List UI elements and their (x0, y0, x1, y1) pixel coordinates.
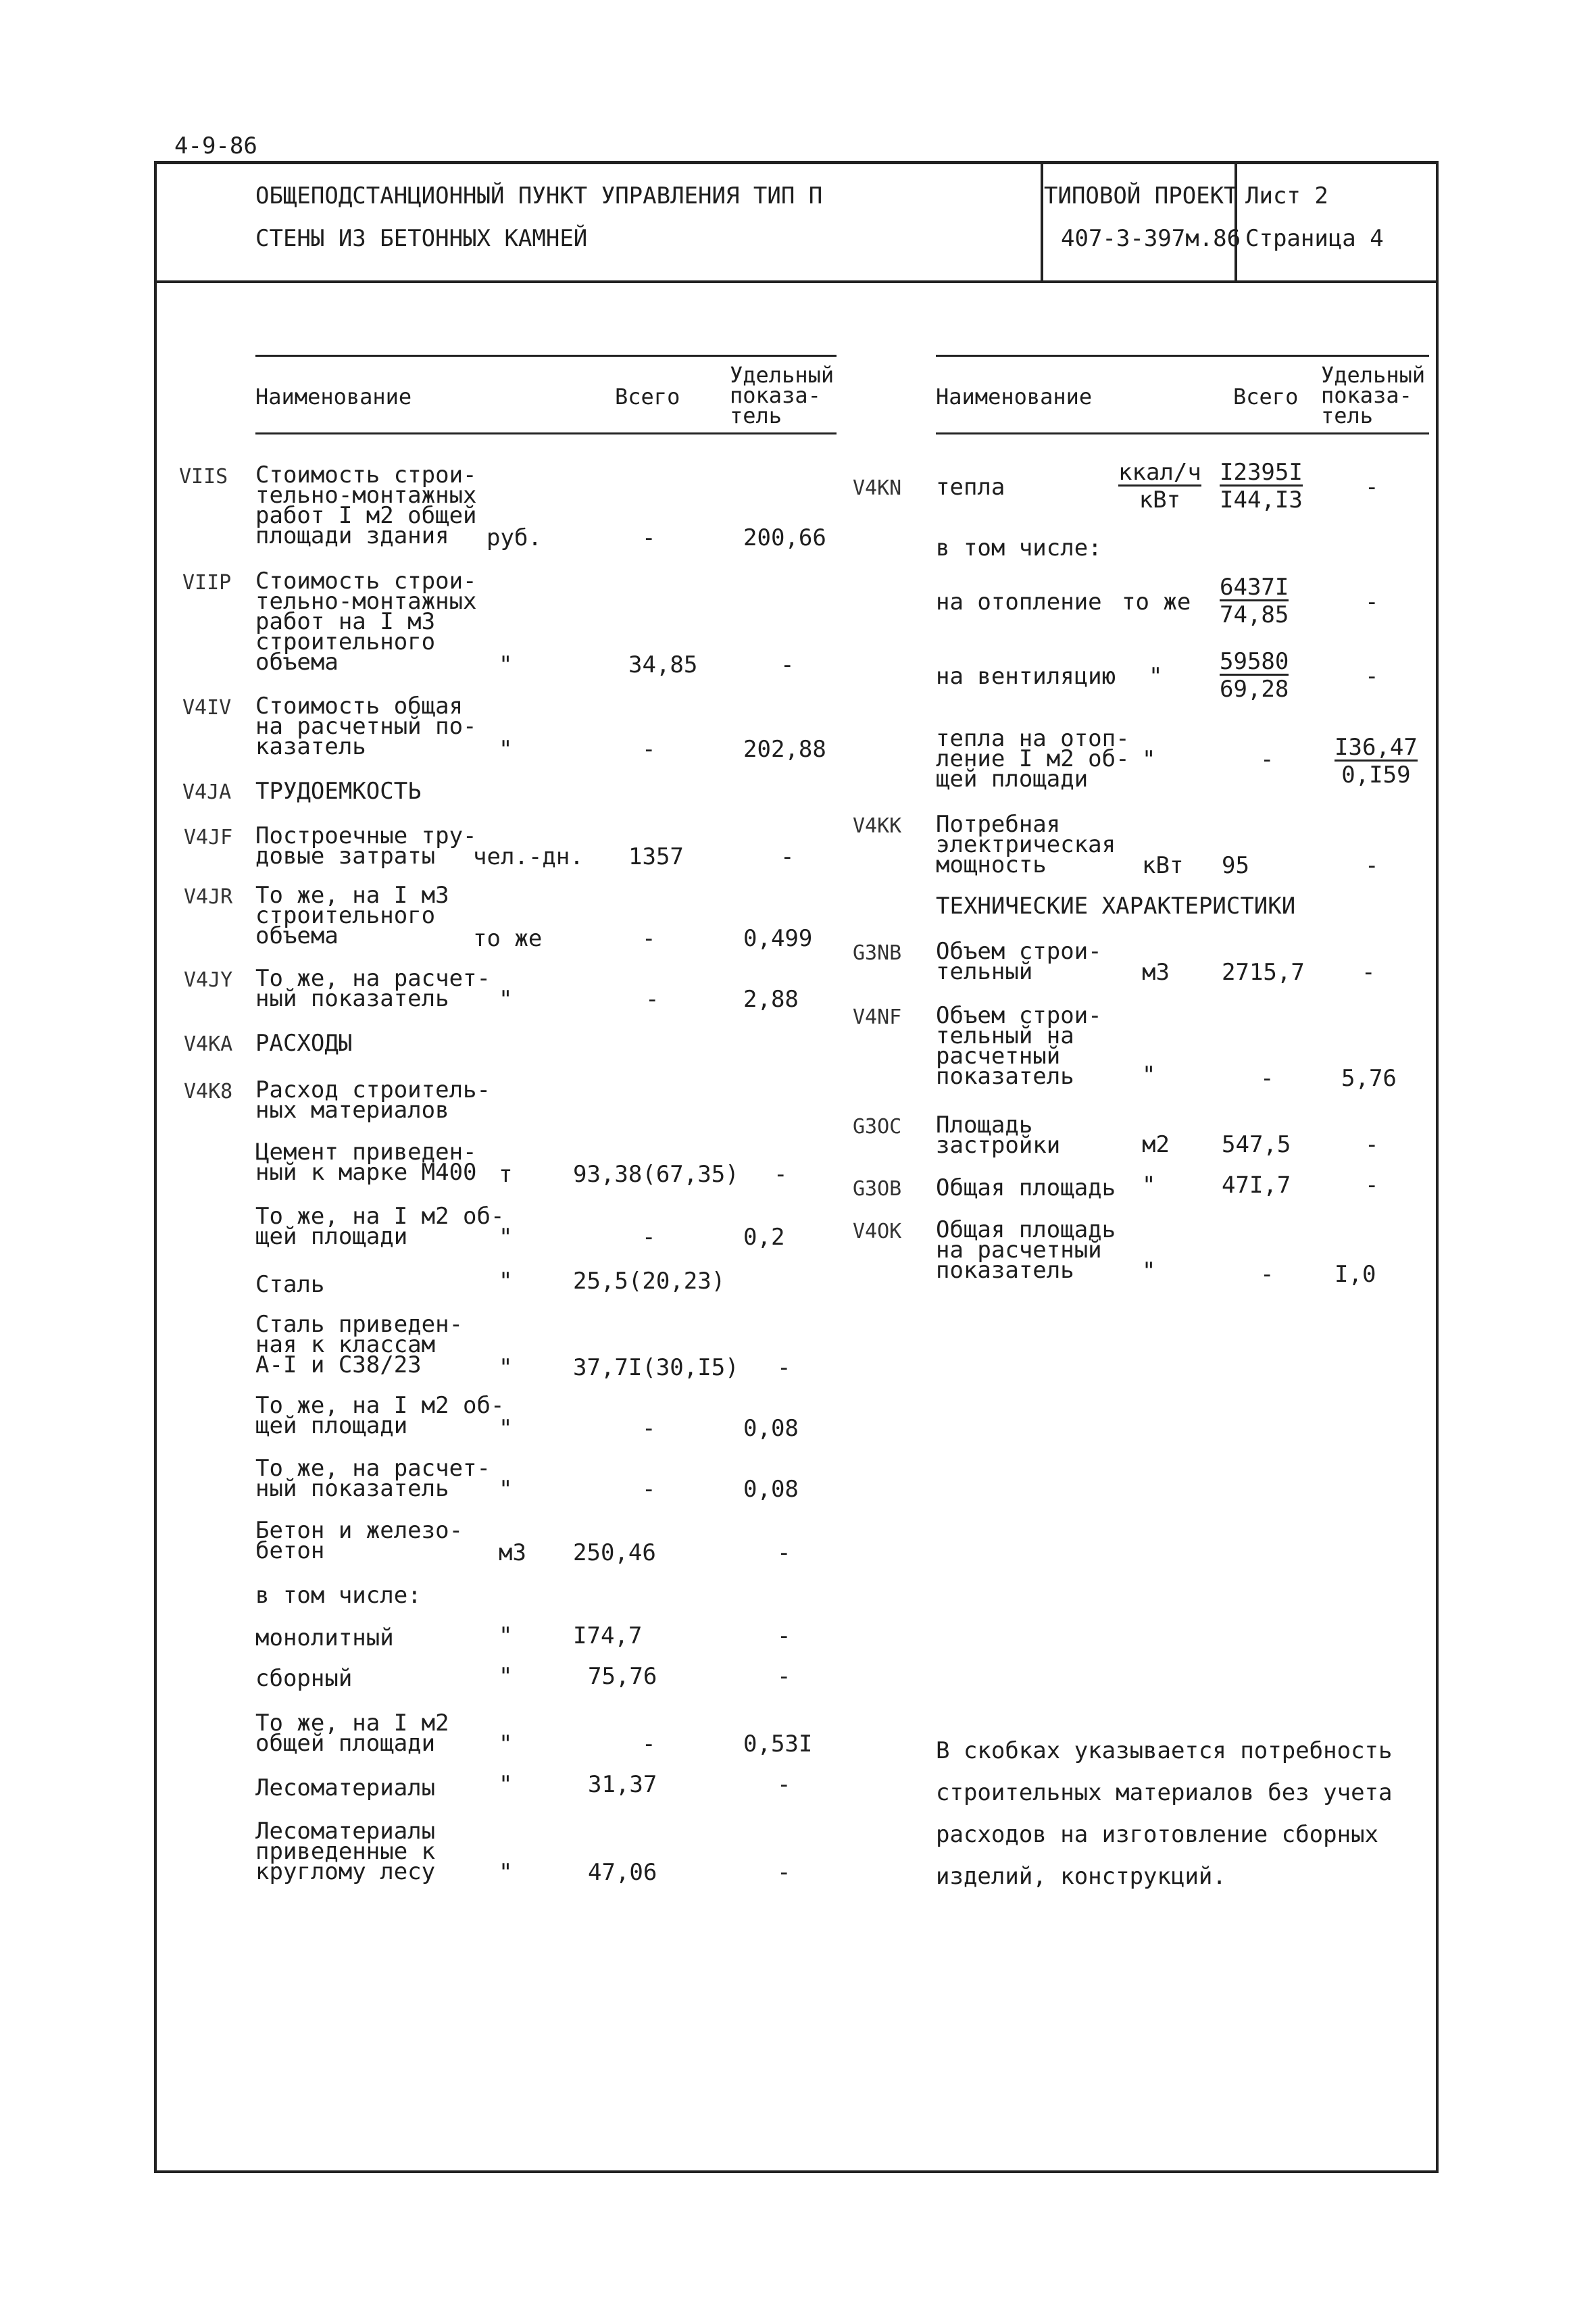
row-total: 547,5 (1222, 1131, 1291, 1158)
total-numerator: 6437I (1220, 574, 1289, 601)
row-code: V4NF (853, 1005, 902, 1029)
row-total: 250,46 (573, 1539, 656, 1566)
row-total: - (642, 524, 656, 551)
row-specific: - (1365, 589, 1379, 616)
row-unit: т (499, 1161, 513, 1188)
row-name: Построечные тру- довые затраты (255, 822, 477, 870)
row-name: Площадь застройки (936, 1112, 1061, 1159)
specific-numerator: I36,47 (1335, 734, 1418, 761)
row-name: То же, на I м2 об- щей площади (255, 1392, 505, 1439)
row-total: 25,5(20,23) (573, 1268, 726, 1295)
row-total: 47,06 (588, 1859, 657, 1886)
row-name: Цемент приведен- ный к марке М400 (255, 1139, 477, 1186)
row-unit: " (499, 1415, 513, 1442)
row-specific: 0,499 (743, 925, 813, 952)
row-unit: " (499, 1476, 513, 1503)
row-specific: - (780, 843, 795, 870)
row-unit: " (1142, 1172, 1156, 1199)
row-specific: 5,76 (1341, 1065, 1397, 1092)
row-unit: " (1142, 1062, 1156, 1089)
left-header-name: Наименование (255, 384, 412, 409)
row-specific: 0,08 (743, 1476, 799, 1503)
row-unit: " (1142, 746, 1156, 773)
row-name: в том числе: (255, 1582, 422, 1609)
row-name: То же, на расчет- ный показатель (255, 965, 491, 1012)
row-code: V4K8 (184, 1080, 233, 1103)
row-specific: - (1365, 663, 1379, 690)
title-block-divider-2 (1235, 162, 1237, 282)
row-total: 31,37 (588, 1771, 657, 1798)
row-name: Объем строи- тельный (936, 938, 1102, 985)
total-denominator: 74,85 (1220, 601, 1289, 628)
sheet-number: Лист 2 (1245, 182, 1328, 209)
row-unit: м3 (1142, 959, 1170, 986)
left-table-header-rule (255, 432, 837, 434)
total-denominator: 69,28 (1220, 676, 1289, 703)
row-specific: - (1365, 1131, 1379, 1158)
row-name: Сталь приведен- ная к классам А-I и С38/23 (255, 1311, 464, 1378)
row-total: - (645, 986, 659, 1013)
row-specific: 202,88 (743, 736, 826, 763)
row-unit-fraction (1118, 459, 1201, 514)
row-name: Объем строи- тельный на расчетный показатель (936, 1002, 1102, 1090)
row-unit: " (499, 986, 513, 1013)
row-name: Общая площадь (936, 1174, 1116, 1201)
left-header-total: Всего (615, 384, 680, 409)
row-code: V4KK (853, 814, 902, 838)
left-table-top-rule (255, 355, 837, 357)
row-specific: 0,53I (743, 1731, 813, 1758)
section-heading: ТРУДОЕМКОСТЬ (255, 778, 422, 805)
row-specific: - (777, 1663, 791, 1690)
row-code: G3OC (853, 1115, 902, 1139)
row-name: сборный (255, 1665, 353, 1692)
row-specific: - (1365, 852, 1379, 879)
right-table-header-rule (936, 432, 1429, 434)
row-code: V4OK (853, 1220, 902, 1243)
row-total: 75,76 (588, 1663, 657, 1690)
row-total: - (1260, 746, 1274, 773)
row-total-fraction (1220, 576, 1289, 626)
row-name: в том числе: (936, 534, 1102, 562)
row-name: Сталь (255, 1271, 325, 1298)
row-total: - (642, 736, 656, 763)
row-total: - (642, 1476, 656, 1503)
row-unit: " (1149, 663, 1163, 690)
project-number: 407-3-397м.86 (1061, 225, 1241, 252)
row-name: Расход строитель- ных материалов (255, 1076, 491, 1124)
row-name: То же, на I м2 общей площади (255, 1710, 449, 1757)
row-total: 1357 (628, 843, 684, 870)
row-name: монолитный (255, 1624, 394, 1651)
right-header-name: Наименование (936, 384, 1093, 409)
row-unit: чел.-дн. (473, 843, 584, 870)
row-unit: " (499, 736, 513, 763)
row-total-fraction (1220, 648, 1289, 703)
row-code: V4KA (184, 1032, 233, 1056)
row-code: V4KN (853, 476, 902, 500)
row-unit: м3 (499, 1539, 526, 1566)
row-name: тепла (936, 474, 1005, 501)
right-header-specific: Удельный показа- тель (1321, 362, 1426, 428)
row-specific: 0,2 (743, 1224, 785, 1251)
row-unit: кВт (1142, 852, 1184, 879)
row-specific: 200,66 (743, 524, 826, 551)
unit-numerator: ккал/ч (1118, 459, 1201, 486)
right-header-total: Всего (1233, 384, 1299, 409)
row-name: То же, на I м2 об- щей площади (255, 1203, 505, 1250)
row-specific: - (1362, 959, 1376, 986)
total-numerator: 59580 (1220, 648, 1289, 675)
section-heading: ТЕХНИЧЕСКИЕ ХАРАКТЕРИСТИКИ (936, 893, 1296, 920)
specific-denominator: 0,I59 (1341, 762, 1411, 789)
title-block-divider-1 (1041, 162, 1043, 282)
title-block-bottom-border (154, 280, 1436, 283)
row-total-fraction (1220, 459, 1303, 514)
row-unit: " (499, 651, 513, 678)
row-unit: м2 (1142, 1131, 1170, 1158)
row-total: - (642, 1224, 656, 1251)
row-unit: " (499, 1731, 513, 1758)
row-unit: то же (1122, 589, 1191, 616)
row-specific-fraction (1335, 734, 1418, 789)
row-total: 95 (1222, 852, 1249, 879)
row-specific: I,0 (1335, 1261, 1376, 1288)
row-total: - (642, 925, 656, 952)
row-specific: 0,08 (743, 1415, 799, 1442)
footnote: В скобках указывается потребность строительных материалов без учета расходов на изготовление сборных изделий, конструкций. (936, 1737, 1393, 1890)
title-line-1: ОБЩЕПОДСТАНЦИОННЫЙ ПУНКТ УПРАВЛЕНИЯ ТИП П (255, 182, 823, 209)
row-name: тепла на отоп- ление I м2 об- щей площади (936, 725, 1130, 793)
row-unit: " (499, 1268, 513, 1295)
row-name: на отопление (936, 589, 1102, 616)
row-name: Общая площадь на расчетный показатель (936, 1216, 1116, 1284)
row-name: Лесоматериалы приведенные к круглому лесу (255, 1818, 436, 1885)
document-code: 4-9-86 (174, 132, 257, 159)
row-code: G3OB (853, 1177, 902, 1201)
row-specific: - (777, 1859, 791, 1886)
row-specific: - (777, 1354, 791, 1381)
row-code: V4JY (184, 968, 233, 992)
row-specific: 2,88 (743, 986, 799, 1013)
row-specific: - (777, 1771, 791, 1798)
row-code: V4JF (184, 826, 233, 849)
row-specific: - (1365, 474, 1379, 501)
row-specific: - (777, 1539, 791, 1566)
title-line-2: СТЕНЫ ИЗ БЕТОННЫХ КАМНЕЙ (255, 225, 588, 252)
section-heading: РАСХОДЫ (255, 1030, 353, 1057)
row-name: Стоимость строи- тельно-монтажных работ I м2 общей площади здания (255, 462, 477, 549)
row-unit: " (499, 1859, 513, 1886)
row-unit: " (499, 1354, 513, 1381)
project-label: ТИПОВОЙ ПРОЕКТ (1044, 182, 1238, 209)
total-numerator: I2395I (1220, 459, 1303, 486)
row-total: - (642, 1415, 656, 1442)
page-number: Страница 4 (1245, 225, 1384, 252)
row-code: V4IV (182, 696, 232, 720)
row-total: - (1260, 1065, 1274, 1092)
row-specific: - (1365, 1172, 1379, 1199)
row-name: Лесоматериалы (255, 1774, 436, 1801)
row-total: 93,38(67,35) (573, 1161, 739, 1188)
row-code: VIIS (179, 465, 228, 489)
row-name: То же, на расчет- ный показатель (255, 1455, 491, 1502)
row-unit: " (1142, 1258, 1156, 1285)
row-total: 37,7I(30,I5) (573, 1354, 739, 1381)
row-unit: " (499, 1622, 513, 1649)
row-specific: - (780, 651, 795, 678)
total-denominator: I44,I3 (1220, 487, 1303, 514)
row-specific: - (774, 1161, 788, 1188)
row-code: V4JA (182, 780, 232, 804)
row-unit: " (499, 1771, 513, 1798)
row-total: 34,85 (628, 651, 698, 678)
row-name: на вентиляцию (936, 663, 1116, 690)
row-total: 2715,7 (1222, 959, 1305, 986)
row-unit: то же (473, 925, 543, 952)
row-name: Потребная электрическая мощность (936, 811, 1116, 878)
row-total: I74,7 (573, 1622, 643, 1649)
row-code: V4JR (184, 885, 233, 909)
right-table-top-rule (936, 355, 1429, 357)
row-name: Стоимость строи- тельно-монтажных работ на I м3 строительного объема (255, 568, 477, 676)
row-name: Бетон и железо- бетон (255, 1517, 464, 1564)
row-specific: - (777, 1622, 791, 1649)
row-unit: " (499, 1663, 513, 1690)
row-name: То же, на I м3 строительного объема (255, 882, 449, 949)
left-header-specific: Удельный показа- тель (730, 362, 834, 428)
row-total: - (1260, 1261, 1274, 1288)
row-total: 47I,7 (1222, 1172, 1291, 1199)
row-total: - (642, 1731, 656, 1758)
unit-denominator: кВт (1139, 487, 1181, 514)
row-code: VIIP (182, 571, 232, 595)
row-unit: " (499, 1224, 513, 1251)
row-name: Стоимость общая на расчетный по- казатель (255, 693, 477, 760)
row-unit: руб. (487, 524, 542, 551)
row-code: G3NB (853, 941, 902, 965)
